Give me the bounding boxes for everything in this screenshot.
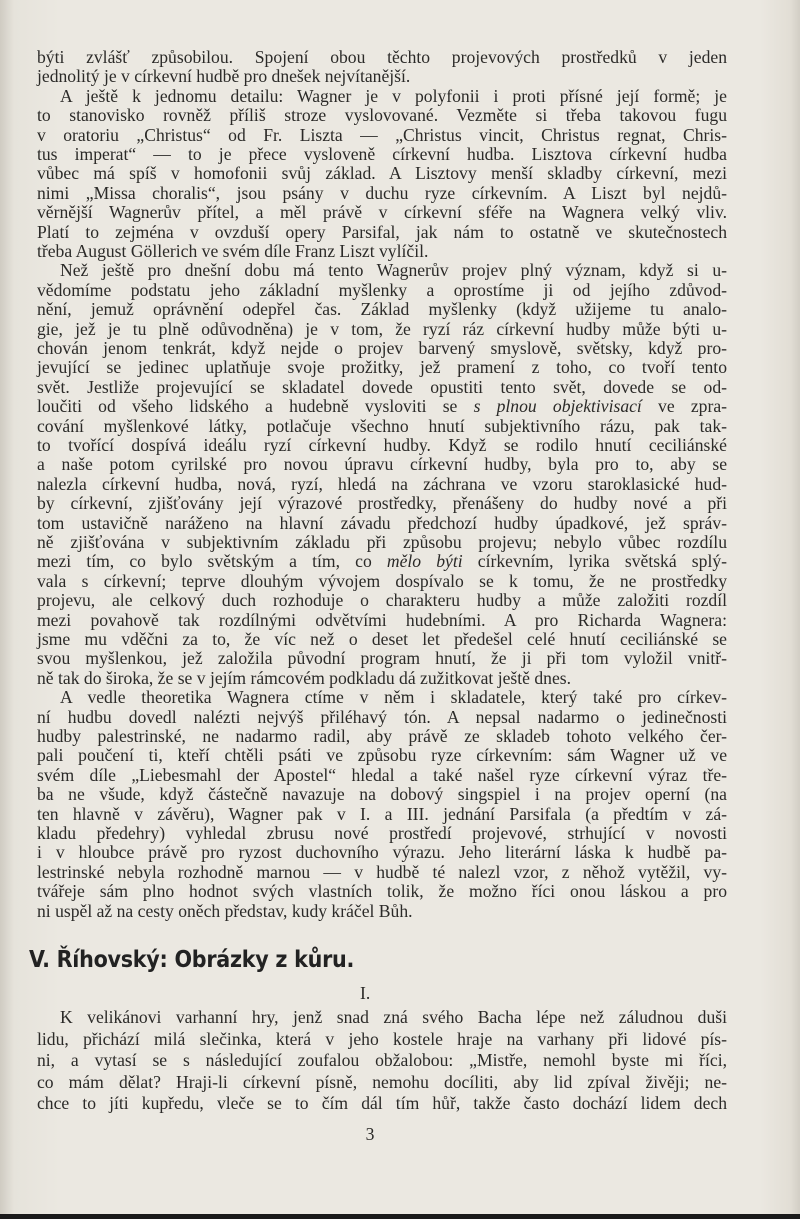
text-line: ni uspěl až na cesty oněch představ, kudy kráčel Bůh. [37,900,413,921]
text-line: by církevní, zjišťovány její výrazové prostředky, přenášeny do hudby nové a při [37,493,727,514]
text-line: pali poučení ti, kteří chtěli psáti ve způsobu ryze církevním: sám Wagner už ve [37,745,727,766]
text-line: mezi povahově tak rozdílnými odvětvími hudebními. A pro Richarda Wagnera: [37,609,727,630]
text-line: ní hudbu dovedl nalézti nejvýš přiléhavý tón. A nepsal nadarmo o jedinečnosti [37,706,727,727]
text-line: chován jenom tenkrát, když nejde o projev barvený smyslově, světsky, když pro- [37,338,727,358]
text-line: cování myšlenkové látky, potlačuje všechno hnutí subjektivního rázu, pak tak- [37,415,727,436]
italic-emphasis: s plnou objektivisací [473,396,642,417]
text-line: ně zjišťována v subjektivním základu při způsobu projevu; nebylo vůbec rozdílu [37,532,727,552]
text-line: tom ustavičně naráženo na hlavní závadu předchozí hudby úpadkové, jež správ- [37,512,727,533]
text-line: svém díle „Liebesmahl der Apostel“ hledal a také našel ryze církevní výraz tře- [37,764,727,785]
text-line: hudby palestrinské, ne nadarmo radil, aby právě ze skladeb tohoto velkého čer- [37,726,727,746]
section-heading: V. Říhovský: Obrázky z kůru. [29,947,355,973]
text-line: projevu, ale celkový duch rozhoduje o charakteru hudby a může založiti rozdíl [37,590,727,611]
text-line: vůbec má spíš v homofonii svůj základ. A Lisztovy menší skladby církevní, mezi [37,163,727,184]
text-line: svět. Jestliže projevující se skladatel dovede opustiti tento svět, dovede se od- [37,376,727,397]
text-line: v oratoriu „Christus“ od Fr. Liszta — „Christus vincit, Christus regnat, Chris- [37,124,727,145]
text-segment: církevním, lyrika světská splý- [462,551,727,572]
text-line: nění, jemuž oprávnění odepřel čas. Základ myšlenky (když užijeme tu analo- [37,299,727,320]
text-line: jednolitý je v církevní hudbě pro dnešek nejvítanější. [37,66,411,87]
text-line [37,552,727,571]
text-line: chce to jíti kupředu, vleče se to čím dál tím hůř, takže často dochází lidem dech [37,1093,727,1113]
text-line: lestrinské nebyla rozhodně marnou — v hudbě té nalezl vzor, z něhož vytěžil, vy- [37,861,727,882]
text-segment: ve zpra- [641,396,727,417]
text-line: ba ne všude, když částečně navazuje na dobový singspiel i na projev operní (na [37,784,727,805]
text-line: svou myšlenkou, jež založila původní program hnutí, že ji při tom vyložil vnitř- [37,648,727,669]
text-line: třeba August Göllerich ve svém díle Franz Liszt vylíčil. [37,241,429,261]
page-number: 3 [365,1124,375,1144]
text-line: býti zvlášť způsobilou. Spojení obou těchto projevových prostředků v jeden [37,47,727,67]
text-line: tvářeje sám plno hodnot svých vlastních tolik, že možno říci onou láskou a pro [37,881,727,902]
section-number: I. [360,983,371,1003]
text-line: věrnější Wagnerův přítel, a měl právě v církevní sféře na Wagnera velký vliv. [37,202,727,223]
text-line: i v hloubce právě pro ryzost duchovního výrazu. Jeho literární láska k hudbě pa- [37,842,727,863]
text-line: A ještě k jednomu detailu: Wagner je v polyfonii i proti přísné její formě; je [60,85,727,106]
text-line: ten hlavně v závěru), Wagner pak v I. a III. jednání Parsifala (a předtím v zá- [37,803,727,824]
text-line: Než ještě pro dnešní dobu má tento Wagnerův projev plný význam, když si u- [60,260,727,281]
text-segment: mezi tím, co bylo světským a tím, co [37,551,387,572]
text-line: K velikánovi varhanní hry, jenž snad zná svého Bacha lépe než záludnou duši [60,1007,727,1027]
text-line: tus imperat“ — to je přece vysloveně církevní hudba. Lisztova církevní hudba [37,144,727,164]
text-line: ně tak do široka, že se v jejím rámcovém podkladu dá zužitkovat ještě dnes. [37,667,571,688]
text-line: jsme mu vděčni za to, že víc než o deset let předešel celé hnutí ceciliánské se [37,629,727,649]
text-line: nimi „Missa choralis“, jsou psány v duchu ryze církevním. A Liszt byl nejdů- [37,182,727,203]
text-line: a naše potom cyrilské pro novou úpravu církevní hudby, byla pro to, aby se [37,454,727,475]
text-line: to tvořící dospívá ideálu ryzí církevní hudby. Když se rodilo hnutí ceciliánské [37,435,727,455]
italic-emphasis: mělo býti [386,551,463,572]
text-line: nalezla církevní hudba, nová, ryzí, hledá na záchrana ve vzoru staroklasické hud- [37,473,727,494]
text-line: co mám dělat? Hraji-li církevní písně, nemohu docíliti, aby lid zpíval živěji; ne- [37,1071,727,1092]
text-line: ni, a vytasí se s následující zoufalou obžalobou: „Mistře, nemohl byste mi říci, [37,1050,727,1070]
text-segment: loučiti od všeho lidského a hudebně vysloviti se [37,396,474,417]
text-line: vědomíme podstatu jeho základní myšlenky a oprostíme ji od jejího zdůvod- [37,279,727,300]
text-line: A vedle theoretika Wagnera ctíme v něm i skladatele, který také pro církev- [60,687,727,708]
text-line: vala s církevní; teprve dlouhým vývojem dospívalo se k tomu, že ne prostředky [37,570,727,591]
text-line [37,397,727,416]
text-line: to stanovisko rovněž příliš stroze vyslovované. Vezměte si třeba takovou fugu [37,105,727,126]
text-line: kladu předehry) vyhledal zbrusu nové prostředí projevové, strhující v novosti [37,823,727,843]
text-line: jevující se jedinec uplatňuje svoje prožitky, jež pramení z toho, co tvoří tento [37,357,727,378]
text-line: gie, jež je tu plně odůvodněna) je v tom, že ryzí ráz církevní hudby může býti u- [37,318,727,339]
scan-edge [0,1214,800,1219]
text-line: Platí to zejména v ovzduší opery Parsifal, jak nám to ostatně ve skutečnostech [37,221,727,242]
text-line: lidu, přichází milá slečinka, která v jeho kostele hraje na varhany při lidové pís- [37,1028,727,1049]
